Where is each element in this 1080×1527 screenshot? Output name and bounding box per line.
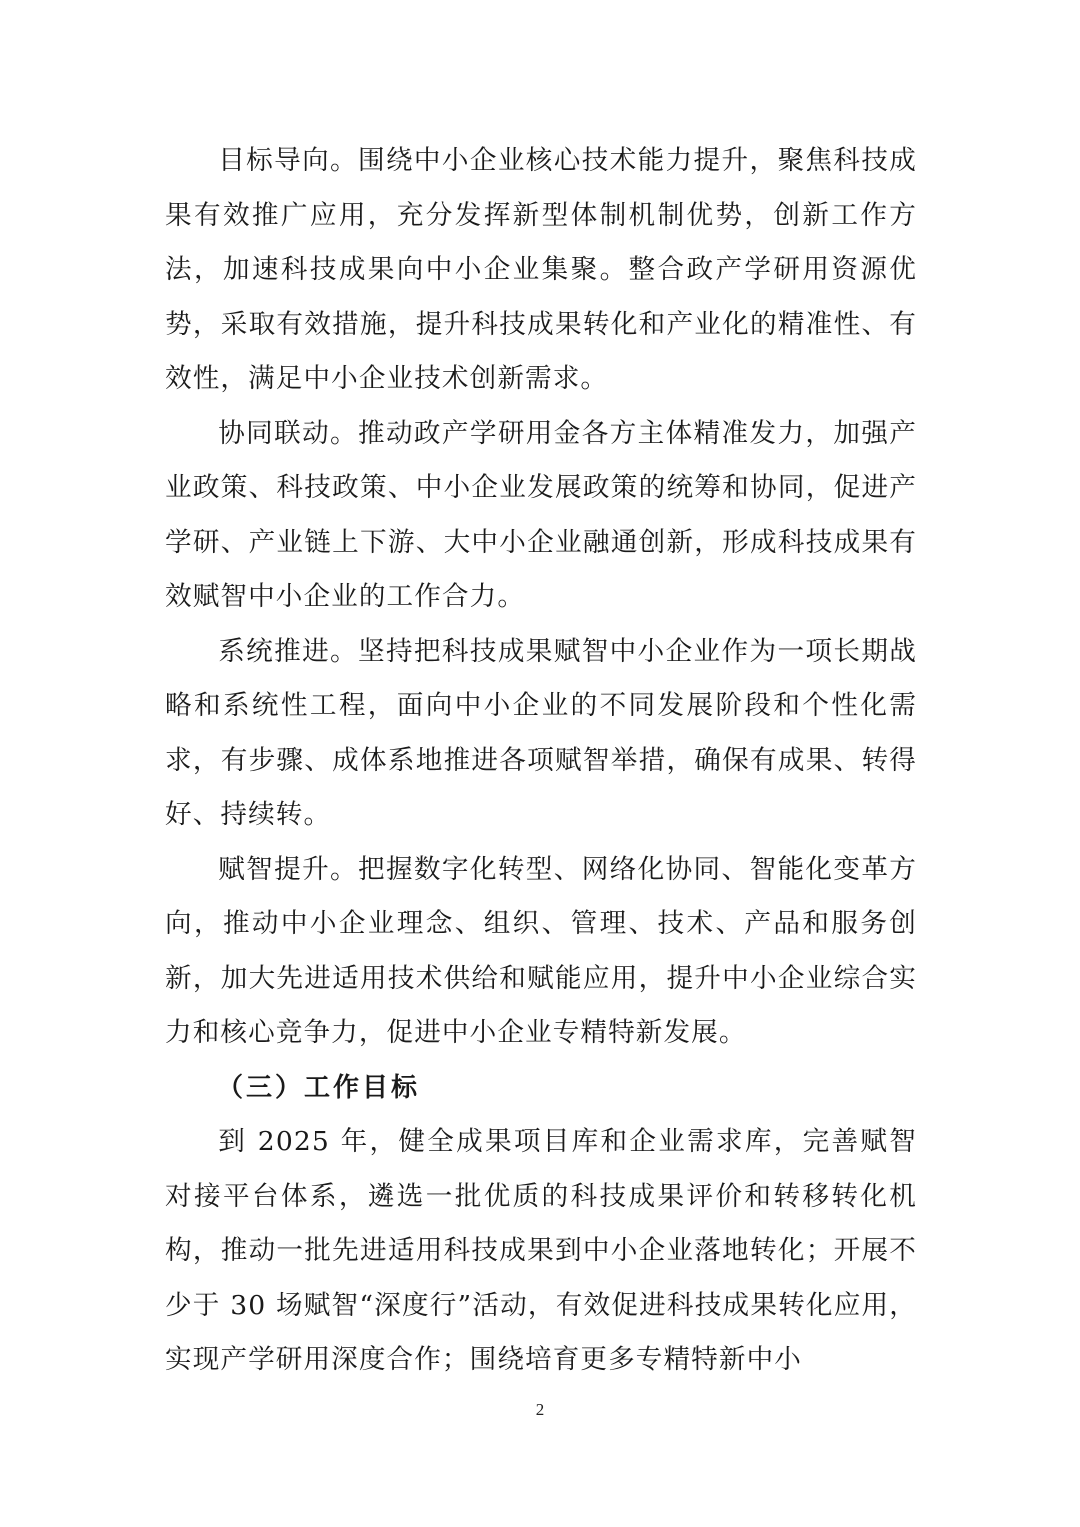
paragraph-work-goals: 到 2025 年，健全成果项目库和企业需求库，完善赋智对接平台体系，遴选一批优质的科技成果评价和转移转化机构，推动一批先进适用科技成果到中小企业落地转化；开展不少于 30 场赋智“深度行”活动，有效促进科技成果转化应用，实现产学研用深度合作；围绕培育更多专精特新中小 — [165, 1126, 917, 1375]
section-heading: （三）工作目标 — [217, 1072, 421, 1103]
paragraph-empowerment: 赋智提升。把握数字化转型、网络化协同、智能化变革方向，推动中小企业理念、组织、管理、技术、产品和服务创新，加大先进适用技术供给和赋能应用，提升中小企业综合实力和核心竞争力，促进中小企业专精特新发展。 — [165, 853, 917, 1048]
paragraph-systematic-advance: 系统推进。坚持把科技成果赋智中小企业作为一项长期战略和系统性工程，面向中小企业的不同发展阶段和个性化需求，有步骤、成体系地推进各项赋智举措，确保有成果、转得好、持续转。 — [165, 635, 917, 830]
paragraph-collaboration: 协同联动。推动政产学研用金各方主体精准发力，加强产业政策、科技政策、中小企业发展政策的统筹和协同，促进产学研、产业链上下游、大中小企业融通创新，形成科技成果有效赋智中小企业的工作合力。 — [165, 417, 917, 612]
document-body — [165, 134, 917, 1388]
page-number: 2 — [535, 1400, 545, 1419]
paragraph-goal-orientation: 目标导向。围绕中小企业核心技术能力提升，聚焦科技成果有效推广应用，充分发挥新型体制机制优势，创新工作方法，加速科技成果向中小企业集聚。整合政产学研用资源优势，采取有效措施，提升科技成果转化和产业化的精准性、有效性，满足中小企业技术创新需求。 — [165, 145, 917, 394]
